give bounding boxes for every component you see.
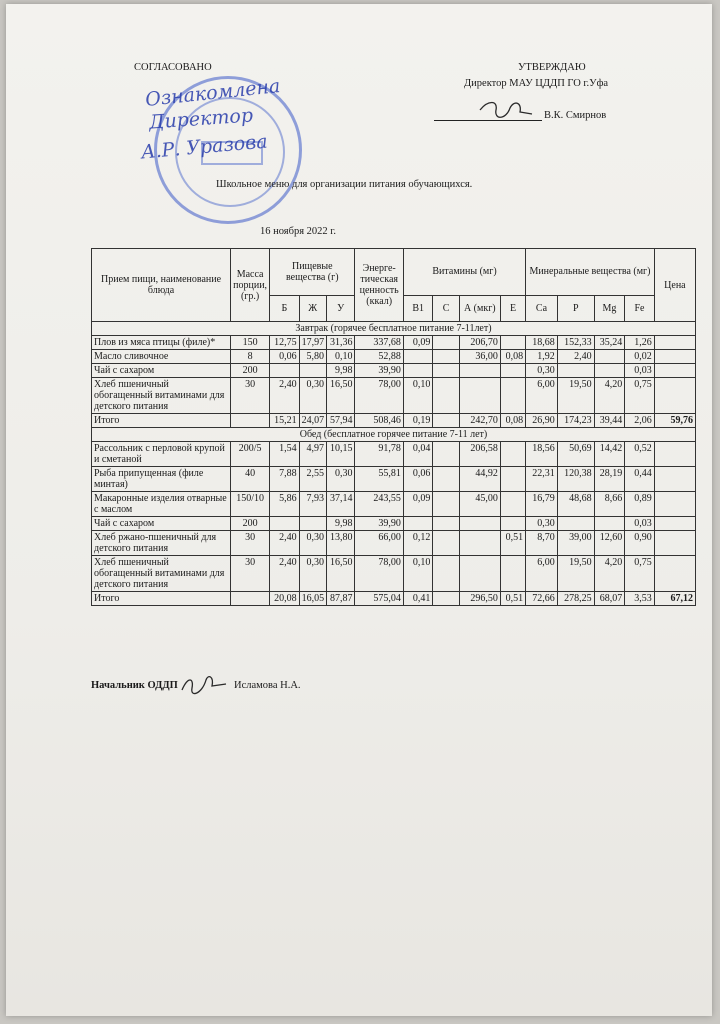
table-cell: 16,79 [526, 492, 558, 517]
director-signature [476, 96, 536, 124]
header-sub: У [326, 295, 354, 321]
table-cell [299, 517, 326, 531]
section-title: Обед (бесплатное горячее питание 7-11 лет) [92, 428, 696, 442]
table-cell: 0,51 [500, 531, 525, 556]
total-cell: 0,19 [403, 414, 433, 428]
table-cell: 18,56 [526, 442, 558, 467]
table-row [92, 442, 696, 467]
section-header [92, 322, 696, 336]
table-cell: 39,90 [355, 517, 403, 531]
header-vitamins: Витамины (мг) [403, 249, 525, 296]
table-cell: 28,19 [594, 467, 625, 492]
table-cell: 0,30 [526, 364, 558, 378]
table-cell: 4,20 [594, 556, 625, 592]
table-cell [459, 517, 500, 531]
table-cell: 12,60 [594, 531, 625, 556]
header-sub: Б [270, 295, 300, 321]
table-cell: 78,00 [355, 556, 403, 592]
table-cell: 206,58 [459, 442, 500, 467]
table-cell: 0,30 [326, 467, 354, 492]
table-cell: 40 [231, 467, 270, 492]
table-cell: 120,38 [557, 467, 594, 492]
table-cell: 31,36 [326, 336, 354, 350]
header-mass: Масса порции, (гр.) [231, 249, 270, 322]
handwritten-approval: Ознакомлена Директор А.Р. Уразова [140, 74, 282, 164]
table-cell: 206,70 [459, 336, 500, 350]
table-cell: 243,55 [355, 492, 403, 517]
table-cell: 9,98 [326, 364, 354, 378]
section-header [92, 428, 696, 442]
table-cell: 7,88 [270, 467, 300, 492]
table-cell: 39,00 [557, 531, 594, 556]
document-page [6, 4, 712, 1016]
table-cell [403, 364, 433, 378]
table-cell [654, 336, 695, 350]
dish-name: Чай с сахаром [92, 517, 231, 531]
table-cell: 36,00 [459, 350, 500, 364]
total-cell: 3,53 [625, 592, 655, 606]
table-row [92, 467, 696, 492]
total-cell: 575,04 [355, 592, 403, 606]
table-cell: 1,54 [270, 442, 300, 467]
table-cell: 52,88 [355, 350, 403, 364]
table-cell: 17,97 [299, 336, 326, 350]
table-cell: 337,68 [355, 336, 403, 350]
dish-name: Чай с сахаром [92, 364, 231, 378]
header-sub: С [433, 295, 459, 321]
total-row [92, 592, 696, 606]
total-cell: 296,50 [459, 592, 500, 606]
dish-name: Хлеб пшеничный обогащенный витаминами для детского питания [92, 556, 231, 592]
table-cell [500, 556, 525, 592]
table-cell: 0,12 [403, 531, 433, 556]
total-cell: 39,44 [594, 414, 625, 428]
table-cell: 0,10 [403, 556, 433, 592]
table-cell: 0,03 [625, 364, 655, 378]
table-cell: 2,40 [557, 350, 594, 364]
table-cell: 0,30 [299, 531, 326, 556]
table-cell [654, 556, 695, 592]
dish-name: Хлеб пшеничный обогащенный витаминами для детского питания [92, 378, 231, 414]
table-cell: 4,20 [594, 378, 625, 414]
table-row [92, 364, 696, 378]
table-cell: 9,98 [326, 517, 354, 531]
total-cell [433, 414, 459, 428]
dish-name: Масло сливочное [92, 350, 231, 364]
table-cell: 8,66 [594, 492, 625, 517]
total-cell: 508,46 [355, 414, 403, 428]
table-cell [433, 467, 459, 492]
table-cell: 200 [231, 364, 270, 378]
table-cell: 16,50 [326, 378, 354, 414]
total-cell [231, 414, 270, 428]
table-cell: 4,97 [299, 442, 326, 467]
table-cell: 48,68 [557, 492, 594, 517]
table-cell: 50,69 [557, 442, 594, 467]
table-cell: 0,75 [625, 378, 655, 414]
table-cell [433, 350, 459, 364]
table-cell: 19,50 [557, 378, 594, 414]
header-sub: В1 [403, 295, 433, 321]
table-cell [500, 336, 525, 350]
table-cell: 152,33 [557, 336, 594, 350]
table-cell: 37,14 [326, 492, 354, 517]
table-cell: 5,80 [299, 350, 326, 364]
table-cell [654, 364, 695, 378]
total-cell [231, 592, 270, 606]
table-cell: 1,92 [526, 350, 558, 364]
total-cell: 57,94 [326, 414, 354, 428]
table-cell: 5,86 [270, 492, 300, 517]
menu-title: Школьное меню для организации питания обучающихся. [216, 179, 473, 190]
table-cell: 30 [231, 531, 270, 556]
menu-date: 16 ноября 2022 г. [260, 226, 337, 237]
table-cell [594, 350, 625, 364]
table-cell: 0,30 [526, 517, 558, 531]
table-cell: 0,10 [403, 378, 433, 414]
table-cell [654, 442, 695, 467]
table-cell: 2,40 [270, 378, 300, 414]
total-row [92, 414, 696, 428]
menu-table [91, 248, 696, 606]
table-cell [433, 336, 459, 350]
table-cell: 16,50 [326, 556, 354, 592]
header-sub: Е [500, 295, 525, 321]
table-row [92, 492, 696, 517]
table-cell [594, 364, 625, 378]
header-nutrients: Пищевые вещества (г) [270, 249, 355, 296]
table-cell [500, 378, 525, 414]
table-cell [557, 517, 594, 531]
total-cell: 15,21 [270, 414, 300, 428]
header-energy: Энерге-тическая ценность (ккал) [355, 249, 403, 322]
table-cell: 0,75 [625, 556, 655, 592]
table-cell [459, 556, 500, 592]
table-cell: 0,30 [299, 378, 326, 414]
header-sub: Ж [299, 295, 326, 321]
table-row [92, 350, 696, 364]
table-cell: 6,00 [526, 378, 558, 414]
table-cell [403, 517, 433, 531]
total-cell: 26,90 [526, 414, 558, 428]
table-cell [654, 467, 695, 492]
total-cell: 278,25 [557, 592, 594, 606]
table-cell [654, 350, 695, 364]
total-cell [433, 592, 459, 606]
total-cell: 20,08 [270, 592, 300, 606]
table-cell: 7,93 [299, 492, 326, 517]
table-cell: 91,78 [355, 442, 403, 467]
dish-name: Рыба припущенная (филе минтая) [92, 467, 231, 492]
table-cell: 2,55 [299, 467, 326, 492]
table-cell [500, 492, 525, 517]
table-cell: 0,06 [403, 467, 433, 492]
header-sub: Са [526, 295, 558, 321]
dish-name: Макаронные изделия отварные с маслом [92, 492, 231, 517]
table-cell [459, 378, 500, 414]
table-cell [270, 364, 300, 378]
table-cell: 10,15 [326, 442, 354, 467]
table-cell: 150 [231, 336, 270, 350]
director-name: В.К. Смирнов [544, 110, 607, 121]
approval-left-label: СОГЛАСОВАНО [134, 62, 212, 73]
table-cell [654, 492, 695, 517]
table-cell [433, 517, 459, 531]
table-cell: 0,52 [625, 442, 655, 467]
table-cell: 8 [231, 350, 270, 364]
director-title: Директор МАУ ЦДДП ГО г.Уфа [464, 78, 609, 89]
table-cell: 0,10 [326, 350, 354, 364]
table-cell: 200/5 [231, 442, 270, 467]
table-cell [594, 517, 625, 531]
table-row [92, 336, 696, 350]
table-row [92, 531, 696, 556]
table-cell: 0,06 [270, 350, 300, 364]
total-cell: 0,51 [500, 592, 525, 606]
table-cell [654, 378, 695, 414]
total-cell: 67,12 [654, 592, 695, 606]
table-cell: 22,31 [526, 467, 558, 492]
table-cell: 14,42 [594, 442, 625, 467]
total-cell: 72,66 [526, 592, 558, 606]
header-minerals: Минеральные вещества (мг) [526, 249, 655, 296]
table-cell: 13,80 [326, 531, 354, 556]
table-cell: 35,24 [594, 336, 625, 350]
table-cell: 0,09 [403, 492, 433, 517]
table-cell [459, 364, 500, 378]
total-label: Итого [92, 592, 231, 606]
table-cell [270, 517, 300, 531]
total-cell: 2,06 [625, 414, 655, 428]
table-cell: 30 [231, 556, 270, 592]
total-cell: 0,08 [500, 414, 525, 428]
table-cell: 2,40 [270, 556, 300, 592]
table-cell [500, 364, 525, 378]
table-cell: 150/10 [231, 492, 270, 517]
table-cell [654, 517, 695, 531]
table-cell: 0,44 [625, 467, 655, 492]
table-cell: 12,75 [270, 336, 300, 350]
table-cell: 0,09 [403, 336, 433, 350]
total-cell: 87,87 [326, 592, 354, 606]
table-row [92, 556, 696, 592]
total-cell: 0,41 [403, 592, 433, 606]
table-cell [403, 350, 433, 364]
table-cell [433, 442, 459, 467]
table-cell: 6,00 [526, 556, 558, 592]
dish-name: Плов из мяса птицы (филе)* [92, 336, 231, 350]
table-cell: 0,89 [625, 492, 655, 517]
table-cell [433, 556, 459, 592]
total-cell: 16,05 [299, 592, 326, 606]
table-cell [433, 492, 459, 517]
table-cell: 39,90 [355, 364, 403, 378]
table-cell: 0,04 [403, 442, 433, 467]
header-sub: Р [557, 295, 594, 321]
table-cell: 0,30 [299, 556, 326, 592]
table-cell: 0,08 [500, 350, 525, 364]
header-price: Цена [654, 249, 695, 322]
total-cell: 242,70 [459, 414, 500, 428]
header-sub: Mg [594, 295, 625, 321]
table-cell: 0,02 [625, 350, 655, 364]
total-cell: 174,23 [557, 414, 594, 428]
total-cell: 59,76 [654, 414, 695, 428]
total-cell: 68,07 [594, 592, 625, 606]
table-cell [557, 364, 594, 378]
total-label: Итого [92, 414, 231, 428]
table-row [92, 517, 696, 531]
header-sub: А (мкг) [459, 295, 500, 321]
dish-name: Рассольник с перловой крупой и сметаной [92, 442, 231, 467]
section-title: Завтрак (горячее бесплатное питание 7-11лет) [92, 322, 696, 336]
table-cell [500, 442, 525, 467]
table-cell: 19,50 [557, 556, 594, 592]
total-cell: 24,07 [299, 414, 326, 428]
table-cell: 55,81 [355, 467, 403, 492]
table-cell [459, 531, 500, 556]
table-cell [433, 378, 459, 414]
table-cell: 8,70 [526, 531, 558, 556]
table-cell [433, 531, 459, 556]
table-cell: 2,40 [270, 531, 300, 556]
footer-head-name: Исламова Н.А. [234, 680, 301, 691]
table-cell [500, 467, 525, 492]
header-sub: Fe [625, 295, 655, 321]
table-cell: 200 [231, 517, 270, 531]
footer-head-label: Начальник ОДДП [91, 680, 178, 691]
head-signature [178, 672, 230, 698]
table-cell: 44,92 [459, 467, 500, 492]
table-cell [500, 517, 525, 531]
table-cell [654, 531, 695, 556]
approval-right-label: УТВЕРЖДАЮ [518, 62, 586, 73]
table-cell: 45,00 [459, 492, 500, 517]
table-cell [299, 364, 326, 378]
table-cell: 0,03 [625, 517, 655, 531]
table-cell: 18,68 [526, 336, 558, 350]
table-cell [433, 364, 459, 378]
table-cell: 0,90 [625, 531, 655, 556]
header-dish: Прием пищи, наименование блюда [92, 249, 231, 322]
table-cell: 66,00 [355, 531, 403, 556]
table-cell: 1,26 [625, 336, 655, 350]
table-cell: 78,00 [355, 378, 403, 414]
dish-name: Хлеб ржано-пшеничный для детского питания [92, 531, 231, 556]
table-row [92, 378, 696, 414]
table-cell: 30 [231, 378, 270, 414]
